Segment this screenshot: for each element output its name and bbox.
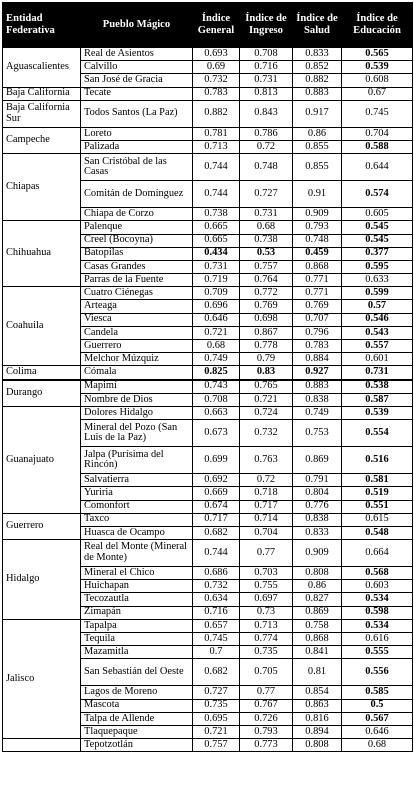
pueblo-cell: Real del Monte (Mineral de Monte)	[81, 540, 193, 567]
salud-cell: 0.868	[293, 633, 342, 646]
general-cell: 0.732	[193, 580, 240, 593]
salud-cell: 0.86	[293, 580, 342, 593]
ingreso-cell: 0.713	[240, 619, 293, 632]
general-cell: 0.634	[193, 593, 240, 606]
pueblo-cell: Dolores Hidalgo	[81, 406, 193, 419]
ingreso-cell: 0.764	[240, 274, 293, 287]
salud-cell: 0.838	[293, 513, 342, 526]
ingreso-cell: 0.793	[240, 725, 293, 738]
educacion-cell: 0.588	[342, 140, 413, 153]
general-cell: 0.693	[193, 48, 240, 61]
pueblo-cell: Real de Asientos	[81, 48, 193, 61]
educacion-cell: 0.616	[342, 633, 413, 646]
table-row	[3, 100, 413, 127]
general-cell: 0.717	[193, 513, 240, 526]
educacion-cell: 0.565	[342, 48, 413, 61]
general-cell: 0.682	[193, 659, 240, 686]
pueblo-cell: Loreto	[81, 127, 193, 140]
salud-cell: 0.841	[293, 646, 342, 659]
ingreso-cell: 0.697	[240, 593, 293, 606]
ingreso-cell: 0.765	[240, 380, 293, 394]
salud-cell: 0.91	[293, 181, 342, 208]
general-cell: 0.665	[193, 221, 240, 234]
salud-cell: 0.771	[293, 274, 342, 287]
salud-cell: 0.855	[293, 140, 342, 153]
salud-cell: 0.833	[293, 526, 342, 539]
header-salud: Índice de Salud	[293, 3, 342, 48]
general-cell: 0.721	[193, 326, 240, 339]
general-cell: 0.757	[193, 739, 240, 752]
general-cell: 0.695	[193, 712, 240, 725]
ingreso-cell: 0.716	[240, 61, 293, 74]
estado-cell: Aguascalientes	[3, 48, 81, 88]
salud-cell: 0.796	[293, 326, 342, 339]
general-cell: 0.744	[193, 540, 240, 567]
estado-cell	[3, 739, 81, 752]
educacion-cell: 0.67	[342, 87, 413, 100]
salud-cell: 0.783	[293, 340, 342, 353]
salud-cell: 0.791	[293, 474, 342, 487]
general-cell: 0.696	[193, 300, 240, 313]
general-cell: 0.646	[193, 313, 240, 326]
ingreso-cell: 0.708	[240, 48, 293, 61]
pueblo-cell: Cuatro Ciénegas	[81, 287, 193, 300]
salud-cell: 0.917	[293, 100, 342, 127]
educacion-cell: 0.551	[342, 500, 413, 513]
pueblo-cell: Casas Grandes	[81, 260, 193, 273]
ingreso-cell: 0.867	[240, 326, 293, 339]
salud-cell: 0.804	[293, 487, 342, 500]
ingreso-cell: 0.721	[240, 393, 293, 406]
pueblo-cell: Nombre de Dios	[81, 393, 193, 406]
general-cell: 0.719	[193, 274, 240, 287]
educacion-cell: 0.545	[342, 234, 413, 247]
ingreso-cell: 0.68	[240, 221, 293, 234]
pueblo-cell: Comitán de Domínguez	[81, 181, 193, 208]
salud-cell: 0.81	[293, 659, 342, 686]
ingreso-cell: 0.772	[240, 287, 293, 300]
general-cell: 0.825	[193, 366, 240, 380]
salud-cell: 0.793	[293, 221, 342, 234]
pueblo-cell: Cómala	[81, 366, 193, 380]
ingreso-cell: 0.731	[240, 74, 293, 87]
general-cell: 0.743	[193, 380, 240, 394]
salud-cell: 0.758	[293, 619, 342, 632]
pueblo-cell: Huasca de Ocampo	[81, 526, 193, 539]
estado-cell: Chihuahua	[3, 221, 81, 287]
pueblo-cell: Tepotzotlán	[81, 739, 193, 752]
salud-cell: 0.86	[293, 127, 342, 140]
salud-cell: 0.869	[293, 606, 342, 619]
table-row	[3, 739, 413, 752]
header-ingreso: Índice de Ingreso	[240, 3, 293, 48]
ingreso-cell: 0.735	[240, 646, 293, 659]
educacion-cell: 0.745	[342, 100, 413, 127]
salud-cell: 0.833	[293, 48, 342, 61]
salud-cell: 0.863	[293, 699, 342, 712]
ingreso-cell: 0.755	[240, 580, 293, 593]
salud-cell: 0.808	[293, 739, 342, 752]
salud-cell: 0.459	[293, 247, 342, 260]
pueblo-cell: Tecate	[81, 87, 193, 100]
educacion-cell: 0.546	[342, 313, 413, 326]
pueblo-cell: Lagos de Moreno	[81, 686, 193, 699]
general-cell: 0.686	[193, 567, 240, 580]
general-cell: 0.781	[193, 127, 240, 140]
ingreso-cell: 0.726	[240, 712, 293, 725]
salud-cell: 0.852	[293, 61, 342, 74]
ingreso-cell: 0.77	[240, 540, 293, 567]
general-cell: 0.674	[193, 500, 240, 513]
estado-cell: Coahuila	[3, 287, 81, 366]
header-general: Índice General	[193, 3, 240, 48]
general-cell: 0.68	[193, 340, 240, 353]
salud-cell: 0.855	[293, 154, 342, 181]
general-cell: 0.716	[193, 606, 240, 619]
general-cell: 0.434	[193, 247, 240, 260]
salud-cell: 0.816	[293, 712, 342, 725]
pueblo-cell: San Sebastián del Oeste	[81, 659, 193, 686]
educacion-cell: 0.633	[342, 274, 413, 287]
salud-cell: 0.707	[293, 313, 342, 326]
educacion-cell: 0.644	[342, 154, 413, 181]
table-row	[3, 380, 413, 394]
ingreso-cell: 0.83	[240, 366, 293, 380]
pueblo-cell: Guerrero	[81, 340, 193, 353]
salud-cell: 0.827	[293, 593, 342, 606]
general-cell: 0.738	[193, 208, 240, 221]
educacion-cell: 0.534	[342, 619, 413, 632]
ingreso-cell: 0.717	[240, 500, 293, 513]
educacion-cell: 0.731	[342, 366, 413, 380]
pueblo-cell: Todos Santos (La Paz)	[81, 100, 193, 127]
table-row	[3, 619, 413, 632]
pueblo-cell: Huichapan	[81, 580, 193, 593]
general-cell: 0.749	[193, 353, 240, 366]
educacion-cell: 0.599	[342, 287, 413, 300]
salud-cell: 0.753	[293, 420, 342, 447]
educacion-cell: 0.615	[342, 513, 413, 526]
indices-table	[2, 2, 413, 752]
ingreso-cell: 0.731	[240, 208, 293, 221]
educacion-cell: 0.516	[342, 447, 413, 474]
pueblo-cell: San Cristóbal de las Casas	[81, 154, 193, 181]
estado-cell: Guerrero	[3, 513, 81, 539]
educacion-cell: 0.377	[342, 247, 413, 260]
general-cell: 0.882	[193, 100, 240, 127]
educacion-cell: 0.581	[342, 474, 413, 487]
general-cell: 0.7	[193, 646, 240, 659]
general-cell: 0.745	[193, 633, 240, 646]
estado-cell: Colima	[3, 366, 81, 380]
table-row	[3, 87, 413, 100]
table-body	[3, 48, 413, 752]
general-cell: 0.744	[193, 181, 240, 208]
pueblo-cell: Arteaga	[81, 300, 193, 313]
pueblo-cell: San José de Gracia	[81, 74, 193, 87]
general-cell: 0.709	[193, 287, 240, 300]
general-cell: 0.673	[193, 420, 240, 447]
header-row	[3, 3, 413, 48]
table-row	[3, 221, 413, 234]
salud-cell: 0.869	[293, 447, 342, 474]
ingreso-cell: 0.843	[240, 100, 293, 127]
general-cell: 0.682	[193, 526, 240, 539]
table-row	[3, 287, 413, 300]
ingreso-cell: 0.72	[240, 474, 293, 487]
ingreso-cell: 0.77	[240, 686, 293, 699]
ingreso-cell: 0.714	[240, 513, 293, 526]
ingreso-cell: 0.704	[240, 526, 293, 539]
estado-cell: Hidalgo	[3, 540, 81, 620]
pueblo-cell: Mineral del Pozo (San Luis de la Paz)	[81, 420, 193, 447]
educacion-cell: 0.545	[342, 221, 413, 234]
pueblo-cell: Mazamitla	[81, 646, 193, 659]
educacion-cell: 0.539	[342, 61, 413, 74]
pueblo-cell: Palenque	[81, 221, 193, 234]
ingreso-cell: 0.767	[240, 699, 293, 712]
pueblo-cell: Creel (Bocoyna)	[81, 234, 193, 247]
educacion-cell: 0.574	[342, 181, 413, 208]
estado-cell: Chiapas	[3, 154, 81, 221]
educacion-cell: 0.556	[342, 659, 413, 686]
salud-cell: 0.927	[293, 366, 342, 380]
salud-cell: 0.883	[293, 380, 342, 394]
pueblo-cell: Viesca	[81, 313, 193, 326]
ingreso-cell: 0.738	[240, 234, 293, 247]
ingreso-cell: 0.757	[240, 260, 293, 273]
pueblo-cell: Comonfort	[81, 500, 193, 513]
pueblo-cell: Mineral el Chico	[81, 567, 193, 580]
pueblo-cell: Tlaquepaque	[81, 725, 193, 738]
ingreso-cell: 0.724	[240, 406, 293, 419]
educacion-cell: 0.595	[342, 260, 413, 273]
pueblo-cell: Tapalpa	[81, 619, 193, 632]
ingreso-cell: 0.774	[240, 633, 293, 646]
ingreso-cell: 0.748	[240, 154, 293, 181]
table-row	[3, 48, 413, 61]
pueblo-cell: Jalpa (Purísima del Rincón)	[81, 447, 193, 474]
educacion-cell: 0.519	[342, 487, 413, 500]
educacion-cell: 0.554	[342, 420, 413, 447]
pueblo-cell: Mapimí	[81, 380, 193, 394]
general-cell: 0.708	[193, 393, 240, 406]
salud-cell: 0.884	[293, 353, 342, 366]
educacion-cell: 0.557	[342, 340, 413, 353]
table-row	[3, 406, 413, 419]
educacion-cell: 0.605	[342, 208, 413, 221]
header-entidad: Entidad Federativa	[3, 3, 81, 48]
ingreso-cell: 0.72	[240, 140, 293, 153]
ingreso-cell: 0.732	[240, 420, 293, 447]
pueblo-cell: Tecozautla	[81, 593, 193, 606]
salud-cell: 0.882	[293, 74, 342, 87]
educacion-cell: 0.548	[342, 526, 413, 539]
educacion-cell: 0.555	[342, 646, 413, 659]
table-row	[3, 540, 413, 567]
pueblo-cell: Taxco	[81, 513, 193, 526]
salud-cell: 0.838	[293, 393, 342, 406]
table-row	[3, 127, 413, 140]
general-cell: 0.732	[193, 74, 240, 87]
educacion-cell: 0.585	[342, 686, 413, 699]
salud-cell: 0.909	[293, 208, 342, 221]
educacion-cell: 0.704	[342, 127, 413, 140]
ingreso-cell: 0.698	[240, 313, 293, 326]
general-cell: 0.669	[193, 487, 240, 500]
general-cell: 0.721	[193, 725, 240, 738]
ingreso-cell: 0.786	[240, 127, 293, 140]
educacion-cell: 0.57	[342, 300, 413, 313]
educacion-cell: 0.543	[342, 326, 413, 339]
salud-cell: 0.883	[293, 87, 342, 100]
salud-cell: 0.749	[293, 406, 342, 419]
pueblo-cell: Talpa de Allende	[81, 712, 193, 725]
salud-cell: 0.748	[293, 234, 342, 247]
header-pueblo: Pueblo Mágico	[81, 3, 193, 48]
estado-cell: Campeche	[3, 127, 81, 153]
salud-cell: 0.894	[293, 725, 342, 738]
salud-cell: 0.769	[293, 300, 342, 313]
educacion-cell: 0.587	[342, 393, 413, 406]
pueblo-cell: Tequila	[81, 633, 193, 646]
ingreso-cell: 0.727	[240, 181, 293, 208]
educacion-cell: 0.608	[342, 74, 413, 87]
general-cell: 0.69	[193, 61, 240, 74]
pueblo-cell: Melchor Múzquiz	[81, 353, 193, 366]
salud-cell: 0.771	[293, 287, 342, 300]
pueblo-cell: Palizada	[81, 140, 193, 153]
pueblo-cell: Yuriria	[81, 487, 193, 500]
estado-cell: Baja California	[3, 87, 81, 100]
general-cell: 0.692	[193, 474, 240, 487]
educacion-cell: 0.646	[342, 725, 413, 738]
general-cell: 0.744	[193, 154, 240, 181]
general-cell: 0.699	[193, 447, 240, 474]
ingreso-cell: 0.703	[240, 567, 293, 580]
educacion-cell: 0.5	[342, 699, 413, 712]
estado-cell: Jalisco	[3, 619, 81, 738]
salud-cell: 0.776	[293, 500, 342, 513]
educacion-cell: 0.664	[342, 540, 413, 567]
pueblo-cell: Batopilas	[81, 247, 193, 260]
general-cell: 0.657	[193, 619, 240, 632]
ingreso-cell: 0.778	[240, 340, 293, 353]
salud-cell: 0.808	[293, 567, 342, 580]
salud-cell: 0.868	[293, 260, 342, 273]
ingreso-cell: 0.763	[240, 447, 293, 474]
general-cell: 0.735	[193, 699, 240, 712]
educacion-cell: 0.68	[342, 739, 413, 752]
educacion-cell: 0.568	[342, 567, 413, 580]
educacion-cell: 0.538	[342, 380, 413, 394]
table-row	[3, 366, 413, 380]
estado-cell: Durango	[3, 380, 81, 407]
salud-cell: 0.909	[293, 540, 342, 567]
pueblo-cell: Calvillo	[81, 61, 193, 74]
general-cell: 0.783	[193, 87, 240, 100]
ingreso-cell: 0.769	[240, 300, 293, 313]
educacion-cell: 0.598	[342, 606, 413, 619]
table-row	[3, 154, 413, 181]
header-educacion: Índice de Educación	[342, 3, 413, 48]
ingreso-cell: 0.718	[240, 487, 293, 500]
ingreso-cell: 0.813	[240, 87, 293, 100]
general-cell: 0.663	[193, 406, 240, 419]
general-cell: 0.713	[193, 140, 240, 153]
ingreso-cell: 0.73	[240, 606, 293, 619]
pueblo-cell: Mascota	[81, 699, 193, 712]
estado-cell: Guanajuato	[3, 406, 81, 513]
educacion-cell: 0.601	[342, 353, 413, 366]
table-row	[3, 513, 413, 526]
educacion-cell: 0.534	[342, 593, 413, 606]
educacion-cell: 0.603	[342, 580, 413, 593]
pueblo-cell: Zimapán	[81, 606, 193, 619]
general-cell: 0.731	[193, 260, 240, 273]
pueblo-cell: Parras de la Fuente	[81, 274, 193, 287]
general-cell: 0.727	[193, 686, 240, 699]
general-cell: 0.665	[193, 234, 240, 247]
estado-cell: Baja California Sur	[3, 100, 81, 127]
pueblo-cell: Candela	[81, 326, 193, 339]
ingreso-cell: 0.79	[240, 353, 293, 366]
ingreso-cell: 0.773	[240, 739, 293, 752]
pueblo-cell: Chiapa de Corzo	[81, 208, 193, 221]
educacion-cell: 0.567	[342, 712, 413, 725]
ingreso-cell: 0.705	[240, 659, 293, 686]
ingreso-cell: 0.53	[240, 247, 293, 260]
salud-cell: 0.854	[293, 686, 342, 699]
pueblo-cell: Salvatierra	[81, 474, 193, 487]
educacion-cell: 0.539	[342, 406, 413, 419]
